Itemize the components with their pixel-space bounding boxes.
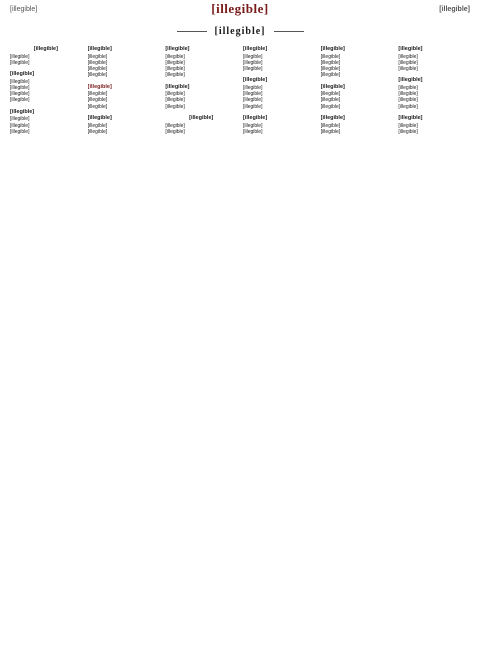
block-heading: [illegible]: [10, 108, 35, 115]
mesa-block: [243, 115, 315, 135]
website-url: [illegible]: [439, 5, 470, 13]
entry-line: [illegible]: [398, 59, 418, 66]
entry-line: [illegible]: [398, 53, 418, 60]
entry-line: [illegible]: [243, 53, 263, 60]
block-heading: [illegible]: [243, 77, 268, 84]
entry-line: [illegible]: [320, 97, 341, 104]
page-number-date: [illegible]: [10, 5, 38, 13]
entry-line: [illegible]: [10, 128, 30, 135]
mesa-block: [398, 46, 470, 72]
entry-line: [illegible]: [87, 128, 108, 135]
entry-line: [illegible]: [165, 53, 185, 60]
entry-line: [illegible]: [398, 128, 418, 135]
mesa-block: [321, 46, 393, 79]
title-rule-right: [274, 31, 304, 32]
entry-line: [illegible]: [10, 91, 30, 98]
mesa-block: [10, 109, 82, 135]
entry-line: [illegible]: [398, 103, 418, 110]
block-heading: [illegible]: [320, 115, 345, 122]
block-heading: [illegible]: [87, 46, 112, 52]
mesa-block: [10, 71, 82, 104]
block-heading: [illegible]: [189, 115, 214, 122]
mesa-block: [165, 46, 237, 79]
entry-line: [illegible]: [243, 84, 263, 91]
entry-line: [illegible]: [243, 103, 263, 110]
entry-line: [illegible]: [165, 122, 185, 129]
column-2: [88, 46, 160, 660]
entry-line: [illegible]: [165, 59, 185, 66]
mesa-block: [243, 46, 315, 72]
entry-line: [illegible]: [320, 66, 341, 73]
entry-line: [illegible]: [87, 91, 108, 98]
entry-line: [illegible]: [87, 53, 108, 60]
column-1: [10, 46, 82, 660]
entry-line: [illegible]: [398, 66, 418, 73]
columns: [10, 46, 470, 660]
entry-line: [illegible]: [165, 72, 185, 79]
entry-line: [illegible]: [398, 91, 418, 98]
block-heading: [illegible]: [243, 46, 268, 52]
block-heading: [illegible]: [398, 46, 423, 52]
mesa-block: [88, 46, 160, 79]
masthead: [illegible]: [211, 1, 269, 16]
entry-line: [illegible]: [320, 53, 341, 60]
entry-line: [illegible]: [87, 97, 108, 104]
mesa-block: [398, 115, 470, 135]
mesa-block: [321, 115, 393, 135]
mesa-block: [165, 115, 237, 135]
entry-line: [illegible]: [87, 59, 108, 66]
entry-line: [illegible]: [10, 59, 30, 66]
block-heading: [illegible]: [243, 115, 268, 122]
entry-line: [illegible]: [320, 59, 341, 66]
title-band: [10, 24, 470, 38]
entry-line: [illegible]: [243, 128, 263, 135]
entry-line: [illegible]: [320, 91, 341, 98]
entry-line: [illegible]: [243, 91, 263, 98]
block-heading: [illegible]: [320, 46, 345, 52]
entry-line: [illegible]: [320, 72, 341, 79]
block-heading: [illegible]: [398, 115, 423, 122]
entry-line: [illegible]: [165, 91, 185, 98]
entry-line: [illegible]: [165, 128, 185, 135]
entry-line: [illegible]: [10, 116, 30, 123]
entry-line: [illegible]: [320, 103, 341, 110]
entry-line: [illegible]: [10, 84, 30, 91]
mesa-block: [10, 46, 82, 66]
page-header: [10, 0, 470, 18]
entry-line: [illegible]: [165, 103, 185, 110]
section-title: [illegible]: [214, 25, 266, 37]
entry-line: [illegible]: [320, 128, 341, 135]
entry-line: [illegible]: [10, 122, 30, 129]
entry-line: [illegible]: [243, 97, 263, 104]
column-4: [243, 46, 315, 660]
column-6: [398, 46, 470, 660]
entry-line: [illegible]: [87, 103, 108, 110]
title-rule-left: [177, 31, 207, 32]
entry-line: [illegible]: [398, 97, 418, 104]
entry-line: [illegible]: [165, 66, 185, 73]
entry-line: [illegible]: [87, 66, 108, 73]
entry-line: [illegible]: [398, 84, 418, 91]
entry-line: [illegible]: [10, 78, 30, 85]
block-heading: [illegible]: [33, 46, 58, 52]
mesa-block: [88, 115, 160, 135]
entry-line: [illegible]: [10, 53, 30, 60]
entry-line: [illegible]: [165, 97, 185, 104]
block-heading: [illegible]: [320, 83, 345, 90]
mesa-block: [321, 84, 393, 110]
entry-line: [illegible]: [398, 122, 418, 129]
mesa-block: [165, 84, 237, 110]
mesa-block: [88, 84, 160, 110]
block-heading: [illegible]: [87, 115, 112, 122]
column-3: [165, 46, 237, 660]
entry-line: [illegible]: [320, 122, 341, 129]
mesa-block: [398, 77, 470, 110]
entry-line: [illegible]: [87, 122, 108, 129]
entry-line: [illegible]: [243, 59, 263, 66]
block-heading: [illegible]: [10, 71, 35, 78]
entry-line: [illegible]: [10, 97, 30, 104]
block-heading: [illegible]: [165, 46, 190, 52]
entry-line: [illegible]: [243, 66, 263, 73]
block-heading: [illegible]: [87, 83, 112, 90]
block-heading: [illegible]: [165, 83, 190, 90]
mesa-block: [243, 77, 315, 110]
entry-line: [illegible]: [87, 72, 108, 79]
column-5: [321, 46, 393, 660]
block-heading: [illegible]: [398, 77, 423, 84]
entry-line: [illegible]: [243, 122, 263, 129]
